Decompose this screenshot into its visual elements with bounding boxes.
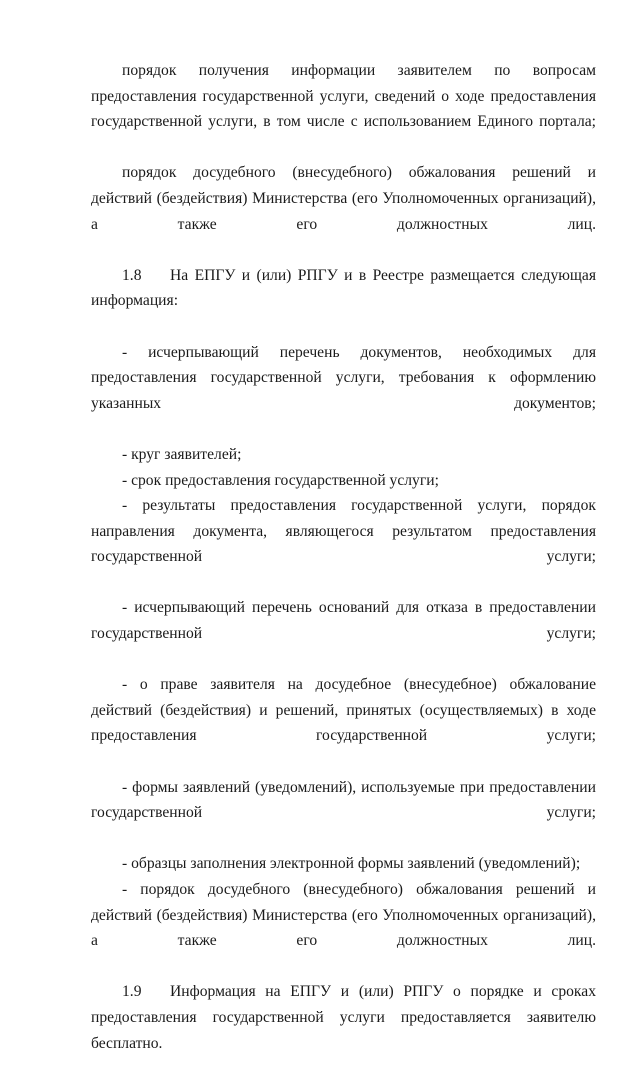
- list-item-appeal-right: - о праве заявителя на досудебное (внесудебное) обжалование действий (бездействия) и решений, принятых (осуществляемых) в ходе предоставления государственной услуги;: [91, 676, 596, 745]
- list-item-refusal-grounds: - исчерпывающий перечень оснований для отказа в предоставлении государственной услуги;: [91, 599, 596, 643]
- list-item-appeal-procedure: - порядок досудебного (внесудебного) обжалования решений и действий (бездействия) Министерства (его Уполномоченных организаций), а также его должностных лиц.: [91, 881, 596, 950]
- list-item-applicants: - круг заявителей;: [122, 445, 242, 463]
- section-number-1-8: 1.8: [122, 266, 142, 284]
- list-item-forms: - формы заявлений (уведомлений), используемые при предоставлении государственной услуги;: [91, 778, 596, 822]
- paragraph-section-1-8: 1.8 На ЕПГУ и (или) РПГУ и в Реестре размещается следующая информация:: [91, 263, 596, 340]
- list-item-term: - срок предоставления государственной услуги;: [122, 471, 439, 489]
- list-item-documents: - исчерпывающий перечень документов, необходимых для предоставления государственной услуги, требования к оформлению указанных документов;: [91, 343, 596, 412]
- list-item-results: - результаты предоставления государственной услуги, порядок направления документа, являющегося результатом предоставления государственной услуги;: [91, 497, 596, 566]
- list-item-samples: - образцы заполнения электронной формы заявлений (уведомлений);: [122, 855, 581, 873]
- paragraph-section-1-9: 1.9 Информация на ЕПГУ и (или) РПГУ о порядке и сроках предоставления государственной услуги предоставляется заявителю бесплатно.: [91, 979, 596, 1081]
- paragraph-appeal-procedure: порядок досудебного (внесудебного) обжалования решений и действий (бездействия) Министерства (его Уполномоченных организаций), а также его должностных лиц.: [91, 164, 596, 233]
- section-number-1-9: 1.9: [122, 983, 142, 1001]
- document-body: [91, 58, 596, 1082]
- paragraph-info-procedure: порядок получения информации заявителем по вопросам предоставления государственной услуги, сведений о ходе предоставления государственной услуги, в том числе с использованием Единого портала;: [91, 62, 596, 131]
